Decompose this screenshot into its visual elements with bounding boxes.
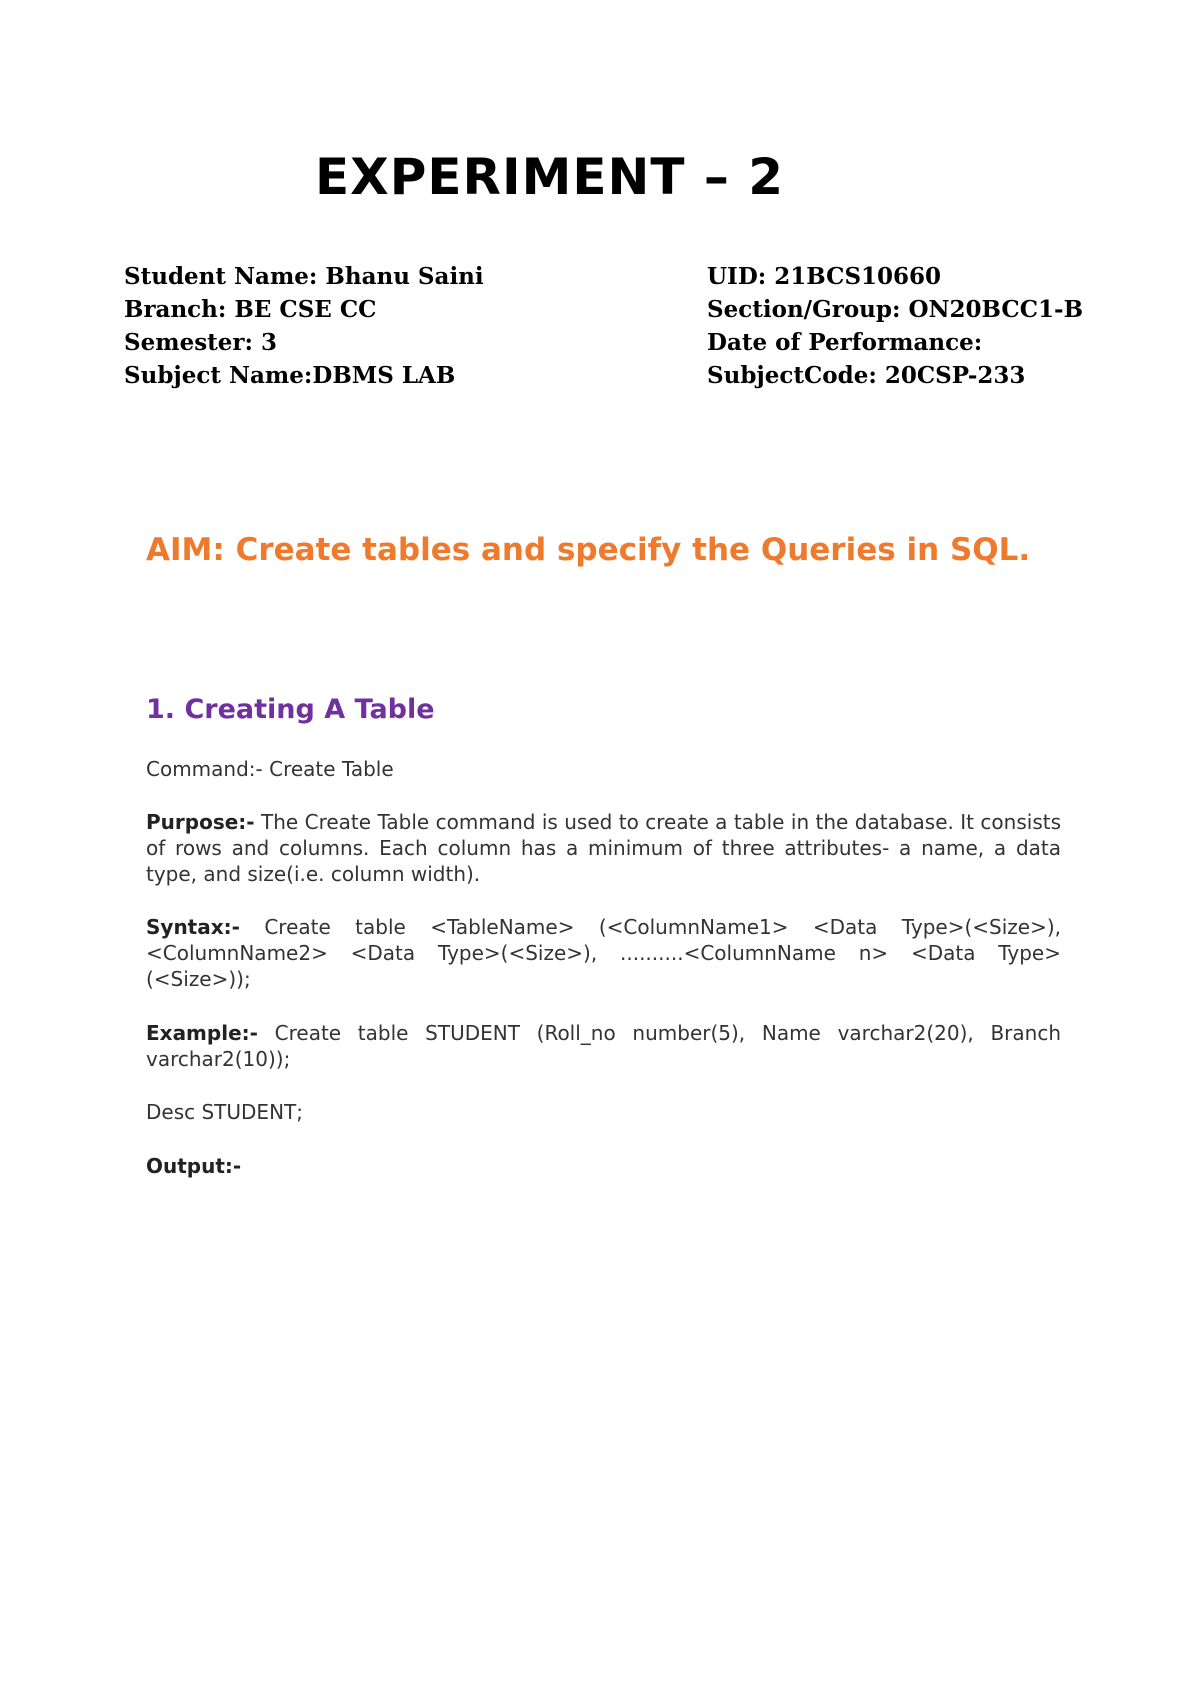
example-text: Create table STUDENT (Roll_no number(5), Name varchar2(20), Branch varchar2(10)); xyxy=(146,1021,1061,1071)
syntax-text: Create table <TableName> (<ColumnName1> <Data Type>(<Size>), <ColumnName2> <Data Type>(<Size>), ..........<ColumnName n> <Data Type>(<Size>)); xyxy=(146,915,1061,991)
section-group: Section/Group: ON20BCC1-B xyxy=(707,296,1084,323)
output-label: Output:- xyxy=(146,1154,242,1178)
section-heading-creating-table: 1. Creating A Table xyxy=(146,694,435,725)
subject-name: Subject Name:DBMS LAB xyxy=(124,362,456,389)
syntax-paragraph xyxy=(146,914,1061,992)
branch: Branch: BE CSE CC xyxy=(124,296,377,323)
date-of-performance: Date of Performance: xyxy=(707,329,983,356)
aim-heading: AIM: Create tables and specify the Queries in SQL. xyxy=(146,532,1031,568)
purpose-text: The Create Table command is used to create a table in the database. It consists of rows and columns. Each column has a minimum of three attributes- a name, a data type, and size(i.e. column width). xyxy=(146,810,1061,886)
desc-paragraph: Desc STUDENT; xyxy=(146,1100,303,1124)
syntax-label: Syntax:- xyxy=(146,915,240,939)
purpose-paragraph xyxy=(146,809,1061,887)
page-title: EXPERIMENT – 2 xyxy=(315,148,785,206)
command-paragraph: Command:- Create Table xyxy=(146,757,394,781)
student-info-left xyxy=(124,260,484,392)
student-name: Student Name: Bhanu Saini xyxy=(124,263,484,290)
semester: Semester: 3 xyxy=(124,329,278,356)
output-paragraph xyxy=(146,1153,1061,1179)
student-info-right xyxy=(707,260,1083,392)
subject-code: SubjectCode: 20CSP-233 xyxy=(707,362,1026,389)
uid: UID: 21BCS10660 xyxy=(707,263,942,290)
purpose-label: Purpose:- xyxy=(146,810,255,834)
example-label: Example:- xyxy=(146,1021,258,1045)
example-paragraph xyxy=(146,1020,1061,1072)
